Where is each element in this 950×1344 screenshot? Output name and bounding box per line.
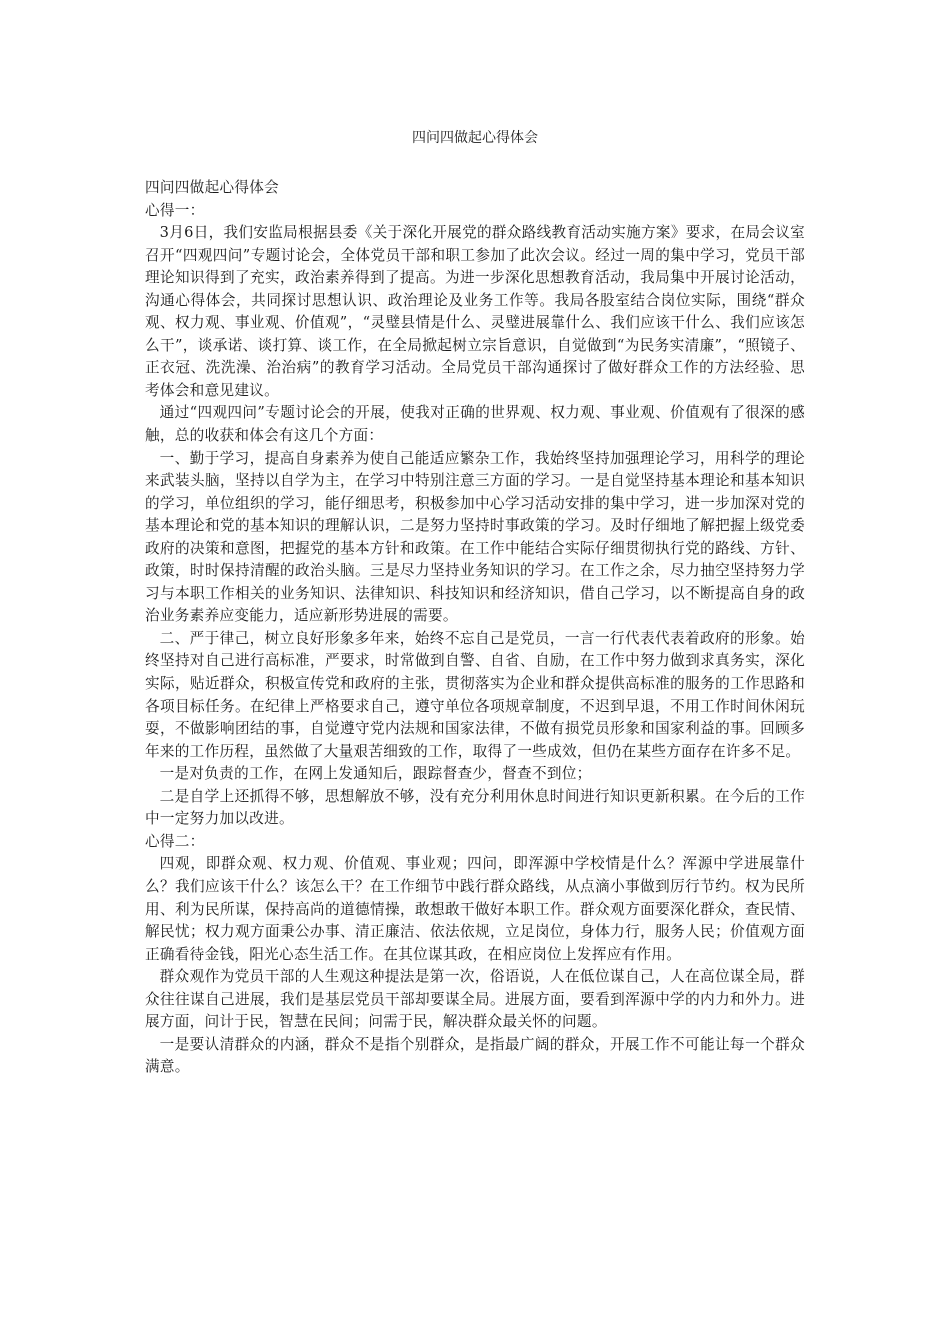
section-1-paragraph: 一、勤于学习，提高自身素养为使自己能适应繁杂工作，我始终坚持加强理论学习，用科学的理论来武装头脑，坚持以自学为主，在学习中特别注意三方面的学习。一是自觉坚持基本理论和基本知识的学习，单位组织的学习，能仔细思考，积极参加中心学习活动安排的集中学习，进一步加深对党的基本理论和党的基本知识的理解认识，二是努力坚持时事政策的学习。及时仔细地了解把握上级党委政府的决策和意图，把握党的基本方针和政策。在工作中能结合实际仔细贯彻执行党的路线、方针、政策，时时保持清醒的政治头脑。三是尽力坚持业务知识的学习。在工作之余，尽力抽空坚持努力学习与本职工作相关的业务知识、法律知识、科技知识和经济知识，借自己学习，以不断提高自身的政治业务素养应变能力，适应新形势进展的需要。 <box>145 449 805 625</box>
section-1-label: 心得一： <box>145 201 205 219</box>
section-1-paragraph: 二、严于律己，树立良好形象多年来，始终不忘自己是党员，一言一行代表代表着政府的形象。始终坚持对自己进行高标准，严要求，时常做到自警、自省、自励，在工作中努力做到求真务实，深化实际，贴近群众，积极宣传党和政府的主张，贯彻落实为企业和群众提供高标准的服务的工作思路和各项目标任务。在纪律上严格要求自己，遵守单位各项规章制度，不迟到早退，不用工作时间休闲玩耍，不做影响团结的事，自觉遵守党内法规和国家法律，不做有损党员形象和国家利益的事。回顾多年来的工作历程，虽然做了大量艰苦细致的工作，取得了一些成效，但仍在某些方面存在许多不足。 <box>145 629 805 760</box>
section-1-paragraph: 通过“四观四问”专题讨论会的开展，使我对正确的世界观、权力观、事业观、价值观有了很深的感触，总的收获和体会有这几个方面： <box>145 404 805 445</box>
section-2-label: 心得二： <box>145 832 205 850</box>
section-2-paragraph: 四观，即群众观、权力观、价值观、事业观；四问，即浑源中学校情是什么？浑源中学进展靠什么？我们应该干什么？该怎么干？在工作细节中践行群众路线，从点滴小事做到厉行节约。权为民所用、利为民所谋，保持高尚的道德情操，敢想敢干做好本职工作。群众观方面要深化群众，查民情、解民忧；权力观方面秉公办事、清正廉洁、依法依规，立足岗位，身体力行，服务人民；价值观方面正确看待金钱，阳光心态生活工作。在其位谋其政，在相应岗位上发挥应有作用。 <box>145 855 805 963</box>
section-1-paragraph: 3月6日，我们安监局根据县委《关于深化开展党的群众路线教育活动实施方案》要求，在局会议室召开“四观四问”专题讨论会，全体党员干部和职工参加了此次会议。经过一周的集中学习，党员干部理论知识得到了充实，政治素养得到了提高。为进一步深化思想教育活动，我局集中开展讨论活动，沟通心得体会，共同探讨思想认识、政治理论及业务工作等。我局各股室结合岗位实际，围绕“群众观、权力观、事业观、价值观”，“灵璧县情是什么、灵璧进展靠什么、我们应该干什么、我们应该怎么干”，谈承诺、谈打算、谈工作，在全局掀起树立宗旨意识，自觉做到“为民务实清廉”，“照镜子、正衣冠、洗洗澡、治治病”的教育学习活动。全局党员干部沟通探讨了做好群众工作的方法经验、思考体会和意见建议。 <box>145 224 805 399</box>
document-heading: 四问四做起心得体会 <box>145 179 280 196</box>
section-2-paragraph: 一是要认清群众的内涵，群众不是指个别群众，是指最广阔的群众，开展工作不可能让每一个群众满意。 <box>145 1035 805 1076</box>
document-body <box>145 177 805 1079</box>
document-title: 四问四做起心得体会 <box>412 130 538 146</box>
section-2-paragraph: 群众观作为党员干部的人生观这种提法是第一次，俗语说，人在低位谋自己，人在高位谋全局，群众往往谋自己进展，我们是基层党员干部却要谋全局。进展方面，要看到浑源中学的内力和外力。进展方面，问计于民，智慧在民间；问需于民，解决群众最关怀的问题。 <box>145 968 805 1031</box>
section-1-paragraph: 二是自学上还抓得不够，思想解放不够，没有充分利用休息时间进行知识更新积累。在今后的工作中一定努力加以改进。 <box>145 787 805 828</box>
section-1-paragraph: 一是对负责的工作，在网上发通知后，跟踪督查少，督查不到位； <box>159 765 592 783</box>
